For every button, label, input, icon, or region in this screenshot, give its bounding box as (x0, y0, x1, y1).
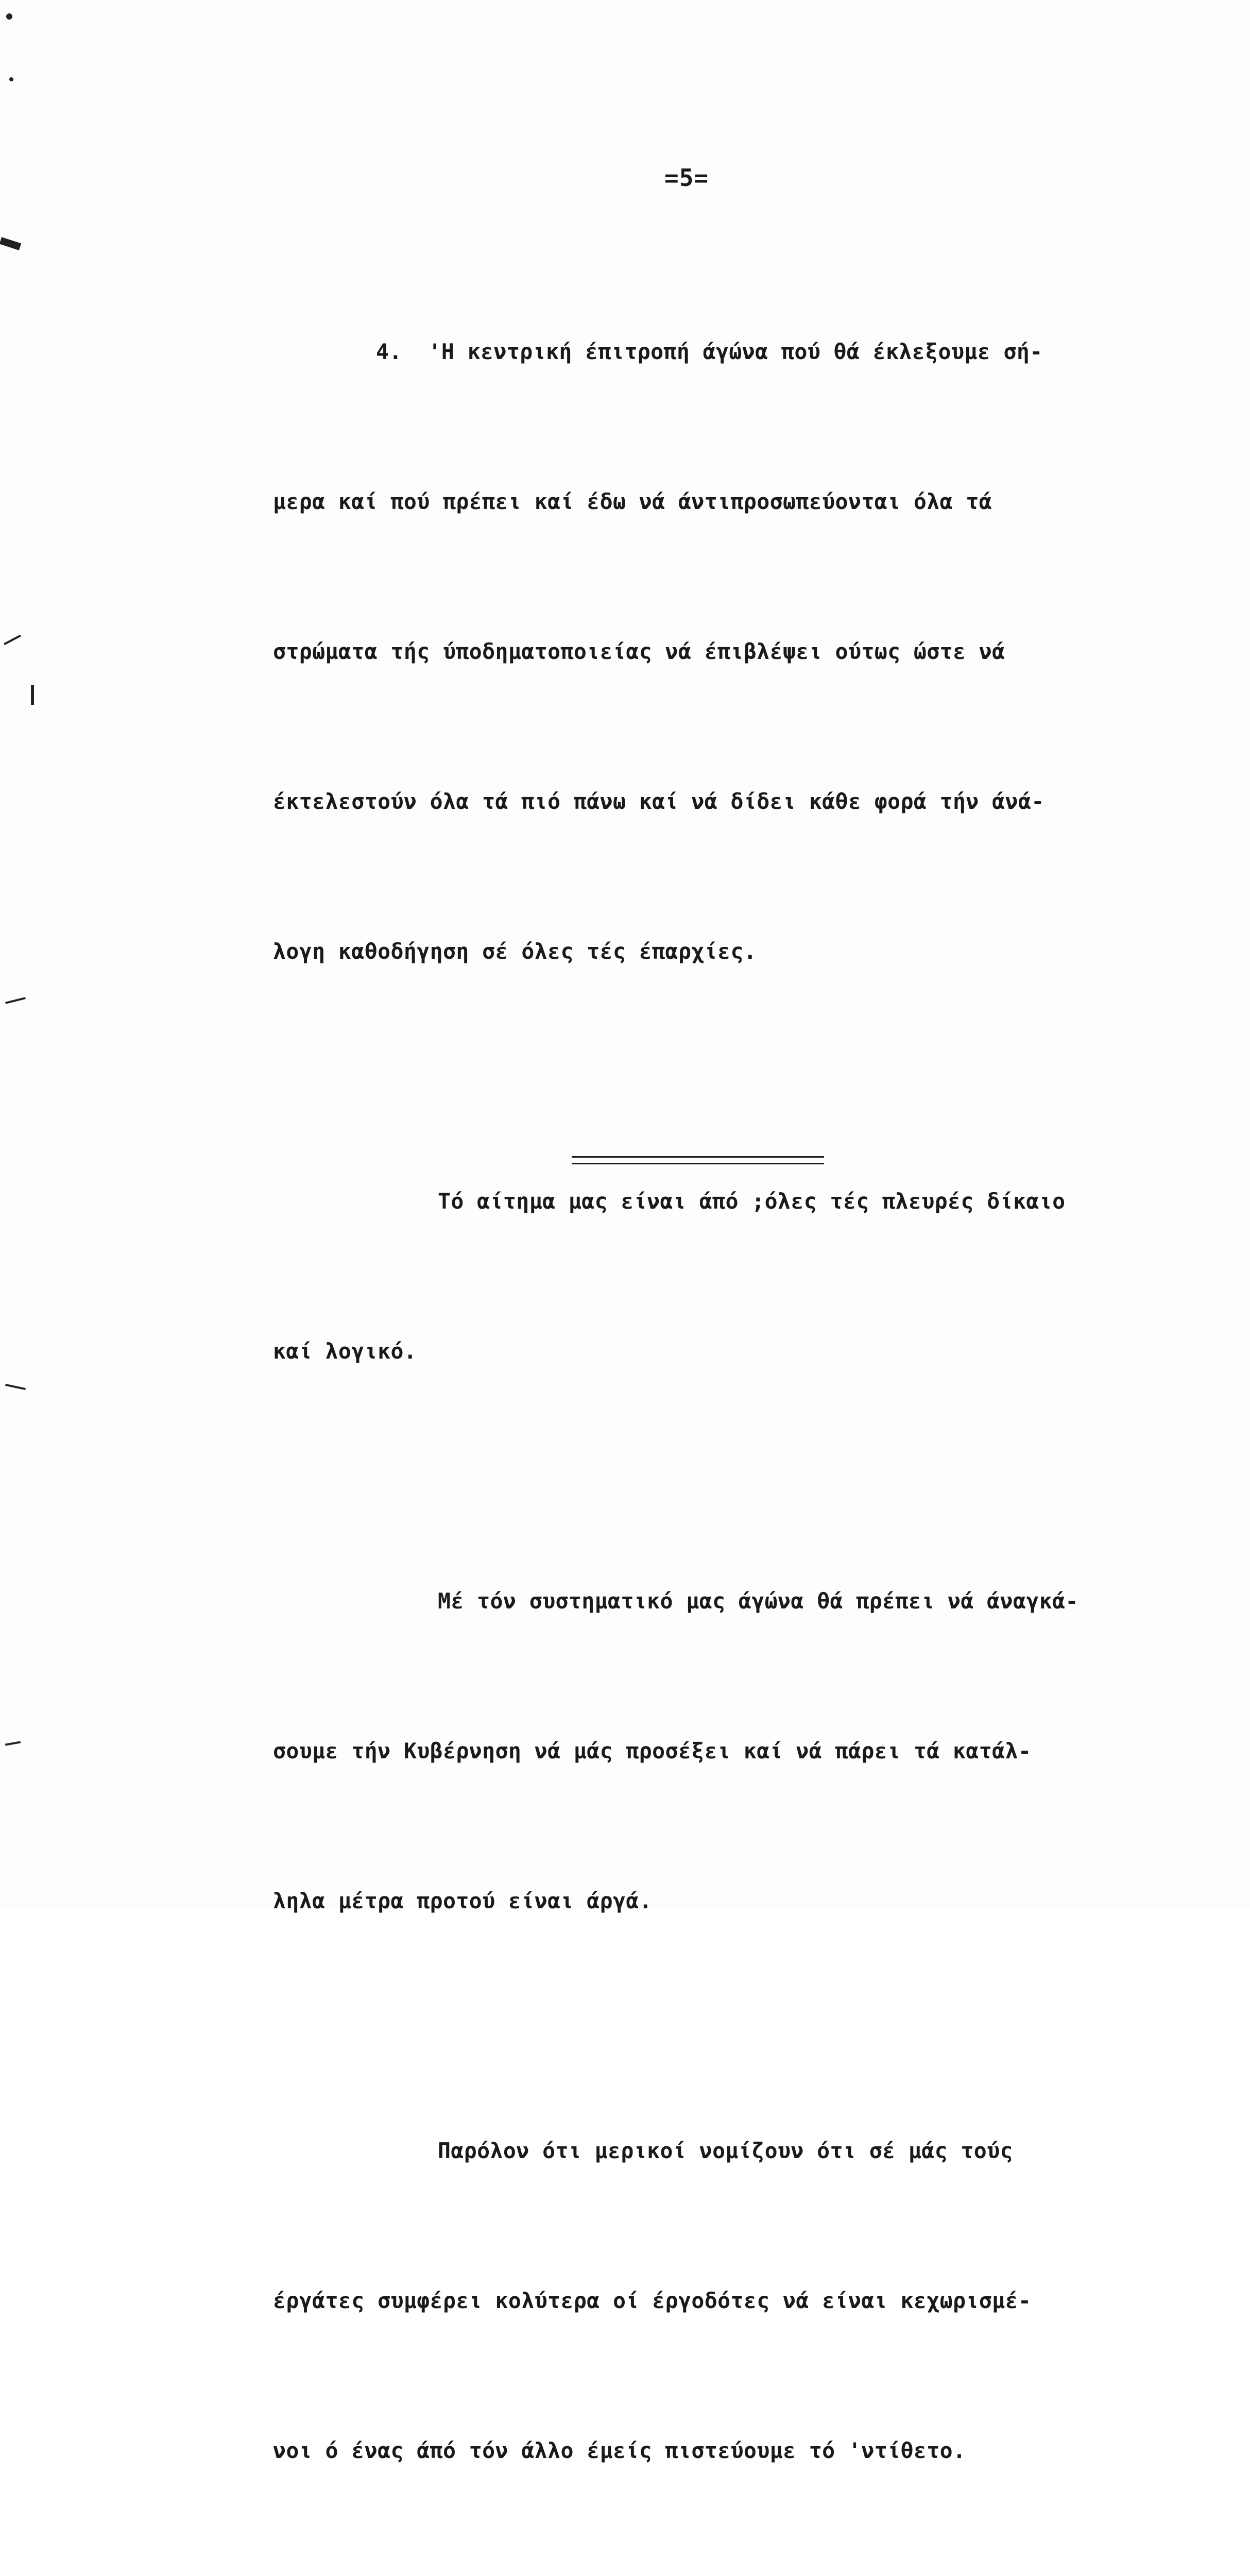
paragraph-demand (273, 1076, 1205, 1476)
scan-mark (31, 685, 34, 705)
scan-mark (5, 1384, 26, 1390)
text-line: μερα καί πού πρέπει καί έδω νά άντιπροσωπεύονται όλα τά (273, 489, 992, 514)
text-line: στρώματα τής ύποδηματοποιείας νά έπιβλέψει ούτως ώστε νά (273, 639, 1005, 664)
text-line: καί λογικό. (273, 1338, 417, 1364)
scan-mark (9, 77, 13, 81)
text-line: Τό αίτημα μας είναι άπό ;όλες τές πλευρές δίκαιο (438, 1189, 1066, 1214)
document-body (273, 227, 1205, 2576)
text-line: νοι ό ένας άπό τόν άλλο έμείς πιστεύουμε τό 'ντίθετο. (273, 2438, 966, 2463)
text-line: Μέ τόν συστηματικό μας άγώνα θά πρέπει νά άναγκά- (438, 1588, 1078, 1614)
paragraph-point-4 (273, 227, 1205, 1076)
scan-mark (5, 1741, 21, 1745)
paragraph-struggle (273, 1476, 1205, 2026)
text-line: λογη καθοδήγηση σέ όλες τές έπαρχίες. (273, 939, 757, 964)
page-number: =5= (664, 164, 709, 192)
text-line: έργάτες συμφέρει κολύτερα οί έργοδότες νά είναι κεχωρισμέ- (273, 2288, 1032, 2313)
text-line: Παρόλον ότι μερικοί νομίζουν ότι σέ μάς τούς (438, 2138, 1013, 2163)
text-line: 4. 'Η κεντρική έπιτροπή άγώνα πού θά έκλεξουμε σή- (376, 339, 1043, 364)
scan-mark (5, 997, 26, 1004)
text-line: σουμε τήν Κυβέρνηση νά μάς προσέξει καί νά πάρει τά κατάλ- (273, 1738, 1032, 1764)
closing-rule (572, 1156, 824, 1164)
paragraph-employers (273, 2026, 1205, 2575)
scan-mark (6, 13, 12, 20)
paragraph-recommendation (273, 2575, 1205, 2576)
text-line: ληλα μέτρα προτού είναι άργά. (273, 1888, 653, 1913)
text-line: έκτελεστούν όλα τά πιό πάνω καί νά δίδει κάθε φορά τήν άνά- (273, 789, 1044, 814)
scan-mark (4, 635, 21, 645)
scan-mark (0, 237, 21, 250)
